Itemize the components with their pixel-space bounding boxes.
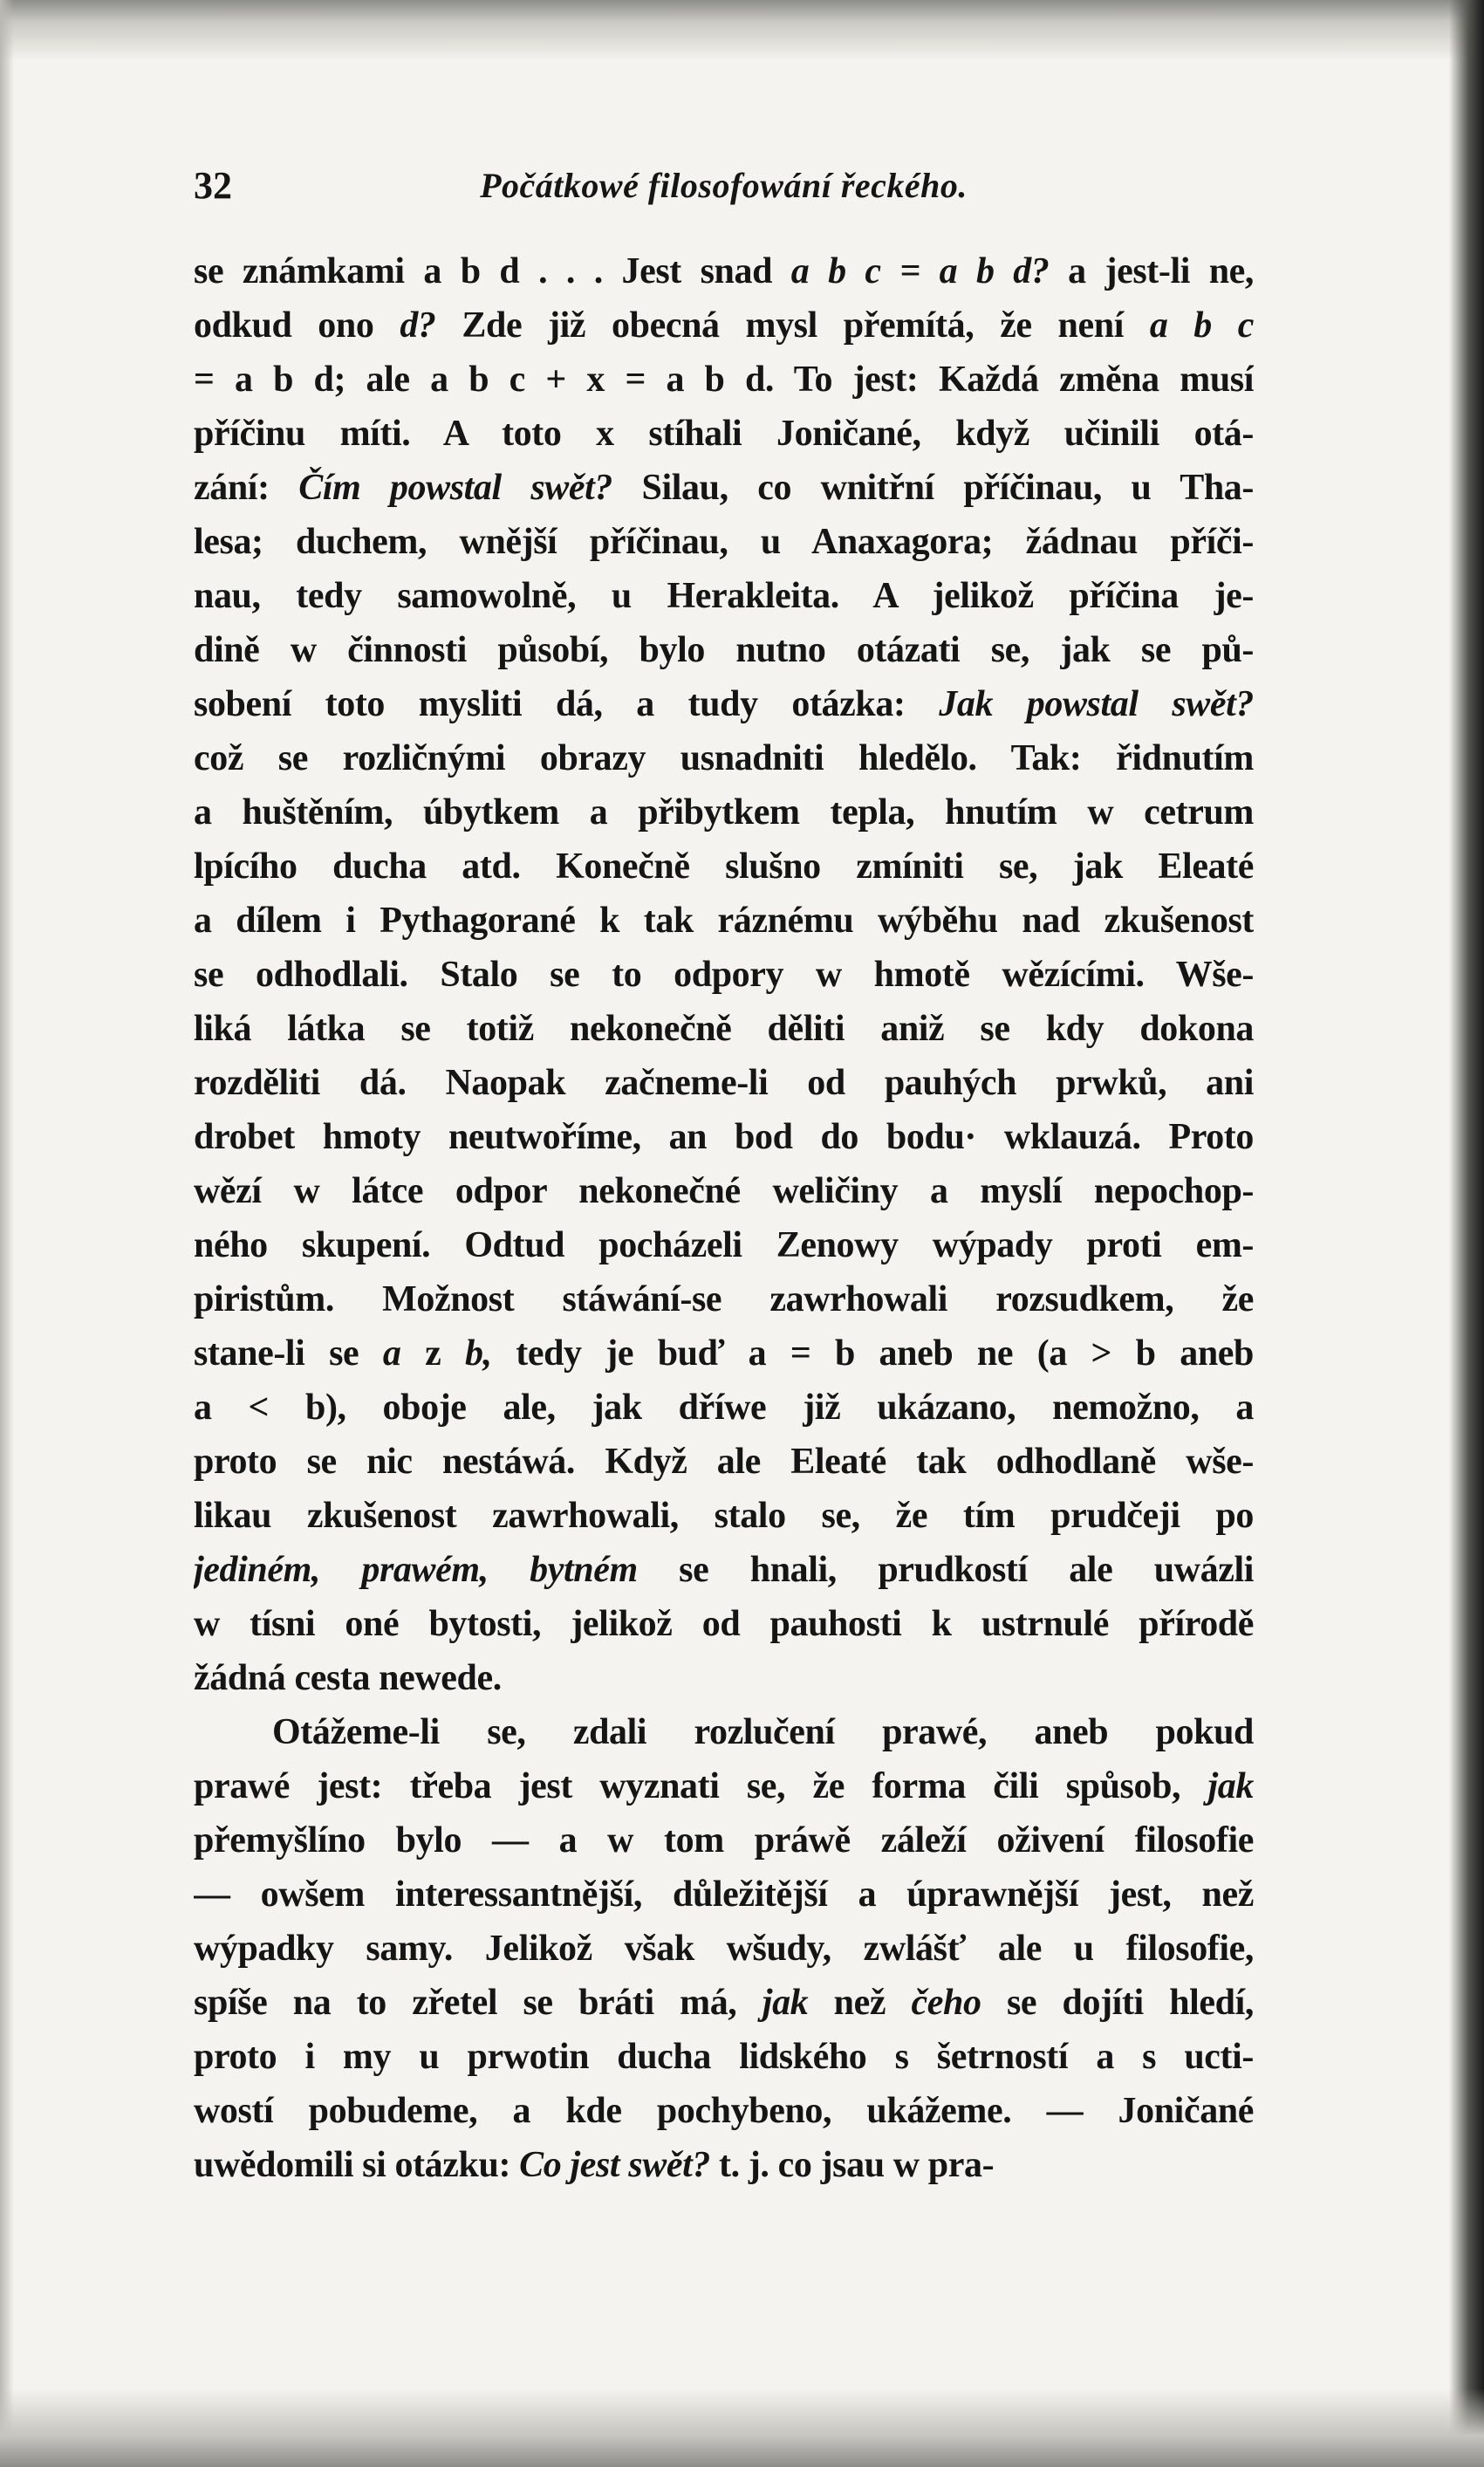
text-run: prawé jest: třeba jest wyznati se, že forma čili spůsob, — [194, 1766, 1208, 1806]
text-run: zání: — [194, 468, 299, 508]
italic-text: jediném, prawém, bytném — [194, 1550, 638, 1590]
text-line — [194, 461, 1254, 515]
text-line — [194, 1922, 1254, 1976]
text-line — [194, 1867, 1254, 1922]
text-run: se známkami a b d . . . Jest snad — [194, 251, 791, 291]
text-run: sobení toto mysliti dá, a tudy otázka: — [194, 684, 940, 724]
italic-text: b, — [464, 1333, 492, 1374]
text-line — [194, 2138, 1254, 2192]
text-run: Silau, co wnitřní příčinau, u Tha- — [612, 468, 1254, 508]
text-run: proto i my u prwotin ducha lidského s šetrností a s ucti- — [194, 2037, 1254, 2077]
scan-edge-bottom — [0, 2388, 1484, 2467]
italic-text: a — [382, 1333, 401, 1374]
text-line — [194, 2030, 1254, 2084]
text-line — [194, 1759, 1254, 1813]
text-run: lpícího ducha atd. Konečně slušno zmíniti se, jak Eleaté — [194, 846, 1254, 887]
text-run: wězí w látce odpor nekonečné weličiny a myslí nepochop- — [194, 1171, 1254, 1211]
text-line — [194, 1326, 1254, 1381]
text-line — [194, 1272, 1254, 1326]
text-run: a huštěním, úbytkem a přibytkem tepla, hnutím w cetrum — [194, 792, 1254, 833]
text-run: dině w činnosti působí, bylo nutno otázati se, jak se pů- — [194, 630, 1254, 670]
text-run: Otážeme-li se, zdali rozlučení prawé, aneb pokud — [272, 1712, 1254, 1752]
text-line — [194, 1164, 1254, 1218]
text-run: a < b), oboje ale, jak dříwe již ukázano, nemožno, a — [194, 1388, 1254, 1428]
body-text — [194, 244, 1254, 2192]
text-line — [194, 298, 1254, 353]
text-line — [194, 1705, 1254, 1759]
text-run: t. j. co jsau w pra- — [709, 2145, 995, 2185]
text-run: tedy je buď a = b aneb ne (a > b aneb — [491, 1333, 1254, 1374]
text-line — [194, 785, 1254, 839]
text-run: než — [808, 1983, 912, 2023]
text-line — [194, 839, 1254, 894]
italic-text: jak — [762, 1983, 809, 2023]
text-run: likau zkušenost zawrhowali, stalo se, že tím prudčeji po — [194, 1496, 1254, 1536]
italic-text: čeho — [911, 1983, 981, 2023]
text-run: z — [400, 1333, 465, 1374]
text-line — [194, 515, 1254, 569]
text-line — [194, 894, 1254, 948]
text-run: odkud ono — [194, 305, 400, 346]
scan-edge-left — [0, 0, 14, 2467]
text-run: lesa; duchem, wnější příčinau, u Anaxagora; žádnau příči- — [194, 522, 1254, 562]
italic-text: d? — [400, 305, 436, 346]
italic-text: Jak powstal swět? — [939, 684, 1254, 724]
text-line — [194, 1543, 1254, 1597]
text-line — [194, 623, 1254, 677]
text-line — [194, 2084, 1254, 2138]
text-run: příčinu míti. A toto x stíhali Joničané, když učinili otá- — [194, 414, 1254, 454]
text-run: což se rozličnými obrazy usnadniti hledělo. Tak: řidnutím — [194, 738, 1254, 778]
text-run: liká látka se totiž nekonečně děliti aniž se kdy dokona — [194, 1009, 1254, 1049]
text-run: přemyšlíno bylo — a w tom práwě záleží oživení filosofie — [194, 1820, 1254, 1861]
text-line — [194, 407, 1254, 461]
text-run: drobet hmoty neutwoříme, an bod do bodu· wklauzá. Proto — [194, 1117, 1254, 1157]
text-line — [194, 353, 1254, 407]
text-line — [194, 1813, 1254, 1867]
text-run: = a b d; ale a b c + x = a b d. To jest: Každá změna musí — [194, 360, 1254, 400]
scan-edge-right — [1449, 0, 1484, 2467]
italic-text: Čím powstal swět? — [298, 468, 612, 508]
text-line — [194, 1489, 1254, 1543]
text-line — [194, 1651, 1254, 1705]
text-run: se hnali, prudkostí ale uwázli — [637, 1550, 1254, 1590]
text-run: piristům. Možnost stáwání-se zawrhowali rozsudkem, že — [194, 1279, 1254, 1319]
text-run: stane-li se — [194, 1333, 383, 1374]
text-run: ného skupení. Odtud pocházeli Zenowy wýpady proti em- — [194, 1225, 1254, 1265]
text-run: se odhodlali. Stalo se to odpory w hmotě wězícími. Wše- — [194, 955, 1254, 995]
text-run: uwědomili si otázku: — [194, 2145, 520, 2185]
italic-text: jak — [1207, 1766, 1254, 1806]
text-line — [194, 1002, 1254, 1056]
text-line — [194, 1597, 1254, 1651]
text-run: wýpadky samy. Jelikož však wšudy, zwlášť ale u filosofie, — [194, 1929, 1254, 1969]
text-line — [194, 244, 1254, 298]
text-run: — owšem interessantnější, důležitější a úprawnější jest, než — [194, 1874, 1254, 1915]
italic-text: a b c — [1149, 305, 1254, 346]
page-header — [194, 160, 1254, 212]
text-line — [194, 1435, 1254, 1489]
scan-edge-top — [0, 0, 1484, 61]
text-line — [194, 1976, 1254, 2030]
text-run: nau, tedy samowolně, u Herakleita. A jelikož příčina je- — [194, 576, 1254, 616]
text-run: žádná cesta newede. — [194, 1658, 502, 1698]
italic-text: a b c = a b d? — [790, 251, 1050, 291]
page-number: 32 — [194, 164, 232, 207]
text-line — [194, 1056, 1254, 1110]
text-line — [194, 1381, 1254, 1435]
text-line — [194, 1110, 1254, 1164]
text-run: wostí pobudeme, a kde pochybeno, ukážeme. — Joničané — [194, 2091, 1254, 2131]
text-line — [194, 569, 1254, 623]
text-run: rozděliti dá. Naopak začneme-li od pauhých prwků, ani — [194, 1063, 1254, 1103]
text-run: w tísni oné bytosti, jelikož od pauhosti k ustrnulé přírodě — [194, 1604, 1254, 1644]
italic-text: Co jest swět? — [519, 2145, 710, 2185]
text-run: a dílem i Pythagorané k tak ráznému wýběhu nad zkušenost — [194, 901, 1254, 941]
text-run: a jest-li ne, — [1049, 251, 1254, 291]
text-line — [194, 948, 1254, 1002]
text-run: Zde již obecná mysl přemítá, že není — [435, 305, 1150, 346]
text-run: proto se nic nestáwá. Když ale Eleaté tak odhodlaně wše- — [194, 1442, 1254, 1482]
text-line — [194, 731, 1254, 785]
text-line — [194, 677, 1254, 731]
text-line — [194, 1218, 1254, 1272]
text-run: spíše na to zřetel se bráti má, — [194, 1983, 763, 2023]
text-run: se dojíti hledí, — [981, 1983, 1254, 2023]
running-title: Počátkowé filosofowání řeckého. — [480, 166, 968, 205]
